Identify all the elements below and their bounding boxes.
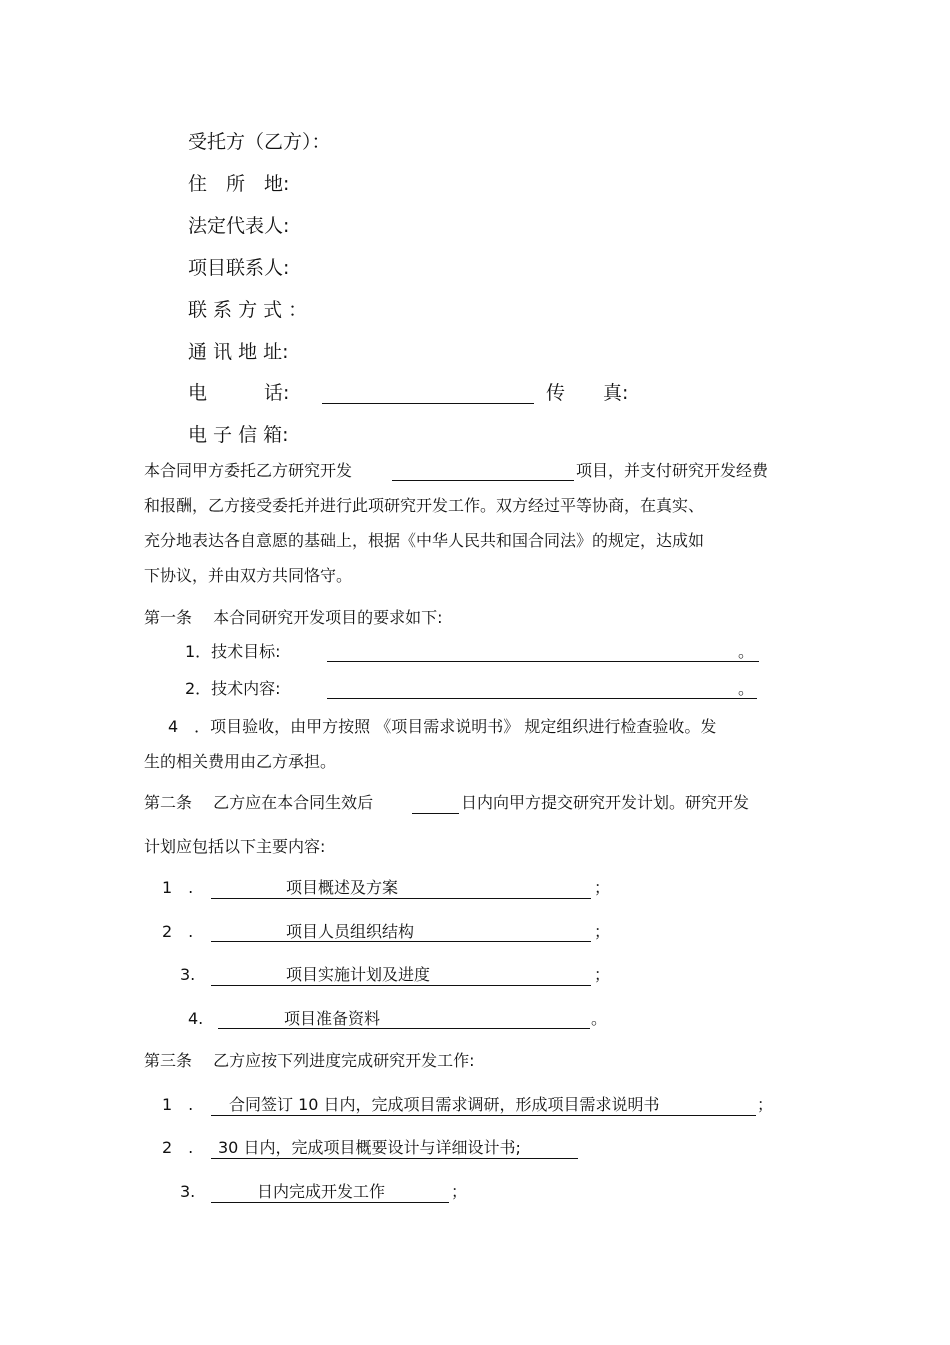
schedule-item-text: 合同签订 10 日内，完成项目需求调研，形成项目需求说明书 — [229, 1095, 660, 1114]
address-label: 住 所 地: — [188, 173, 290, 195]
preamble-line3: 充分地表达各自意愿的基础上，根据《中华人民共和国合同法》的规定，达成如 — [144, 531, 705, 550]
tech-goal-blank — [327, 661, 759, 662]
phone-blank-line — [322, 403, 534, 404]
legal-rep-label: 法定代表人: — [188, 215, 290, 237]
plan-item-number: 4. — [188, 1009, 204, 1028]
email-label: 电 子 信 箱: — [188, 424, 289, 446]
schedule-item-number: 2 . — [162, 1138, 194, 1157]
plan-item-number: 3. — [180, 965, 196, 984]
plan-item-line — [218, 1028, 590, 1029]
preamble-line4: 下协议，并由双方共同恪守。 — [144, 566, 353, 585]
schedule-item-line — [211, 1158, 578, 1159]
article2-line1-a: 第二条 乙方应在本合同生效后 — [144, 793, 374, 812]
plan-item-line — [211, 898, 591, 899]
phone-label: 电 话: — [188, 382, 290, 404]
project-name-blank — [392, 480, 574, 481]
tech-goal-label: 1．技术目标: — [185, 642, 281, 661]
preamble-line2: 和报酬，乙方接受委托并进行此项研究开发工作。双方经过平等协商，在真实、 — [144, 496, 705, 515]
mail-address-label: 通 讯 地 址: — [188, 341, 289, 363]
plan-item-end: ； — [594, 922, 611, 941]
schedule-item-number: 3. — [180, 1182, 196, 1201]
plan-item-text: 项目实施计划及进度 — [286, 965, 431, 984]
plan-item-line — [211, 941, 591, 942]
schedule-item-line — [211, 1202, 449, 1203]
days-blank — [412, 813, 459, 814]
schedule-item-text: 日内完成开发工作 — [257, 1182, 386, 1201]
schedule-item-end: ； — [757, 1095, 774, 1114]
plan-item-end: ； — [594, 965, 611, 984]
acceptance-line2: 生的相关费用由乙方承担。 — [144, 752, 337, 771]
schedule-item-number: 1 . — [162, 1095, 194, 1114]
article1-title: 第一条 本合同研究开发项目的要求如下: — [144, 608, 443, 627]
party-b-title: 受托方（乙方）： — [188, 131, 331, 153]
article3-title: 第三条 乙方应按下列进度完成研究开发工作: — [144, 1051, 475, 1070]
fax-label: 传 真: — [546, 382, 629, 404]
plan-item-text: 项目概述及方案 — [286, 878, 399, 897]
tech-content-label: 2．技术内容: — [185, 679, 281, 698]
contact-method-label: 联 系 方 式 ： — [188, 299, 308, 321]
tech-content-blank — [327, 698, 757, 699]
tech-goal-end: 。 — [738, 642, 755, 661]
contact-person-label: 项目联系人: — [188, 257, 290, 279]
article2-line2: 计划应包括以下主要内容: — [144, 837, 326, 856]
plan-item-number: 1 . — [162, 878, 194, 897]
plan-item-number: 2 . — [162, 922, 194, 941]
schedule-item-text: 30 日内，完成项目概要设计与详细设计书; — [218, 1138, 521, 1157]
preamble-line1-a: 本合同甲方委托乙方研究开发 — [144, 461, 353, 480]
acceptance-line1: 4 ．项目验收，由甲方按照 《项目需求说明书》 规定组织进行检查验收。发 — [168, 717, 717, 736]
schedule-item-line — [211, 1115, 756, 1116]
article2-line1-b: 日内向甲方提交研究开发计划。研究开发 — [461, 793, 750, 812]
plan-item-text: 项目准备资料 — [284, 1009, 381, 1028]
plan-item-text: 项目人员组织结构 — [286, 922, 415, 941]
plan-item-end: ； — [594, 878, 611, 897]
tech-content-end: 。 — [738, 679, 755, 698]
plan-item-line — [211, 985, 591, 986]
schedule-item-end: ； — [451, 1182, 468, 1201]
plan-item-end: 。 — [591, 1009, 608, 1028]
preamble-line1-b: 项目，并支付研究开发经费 — [576, 461, 769, 480]
